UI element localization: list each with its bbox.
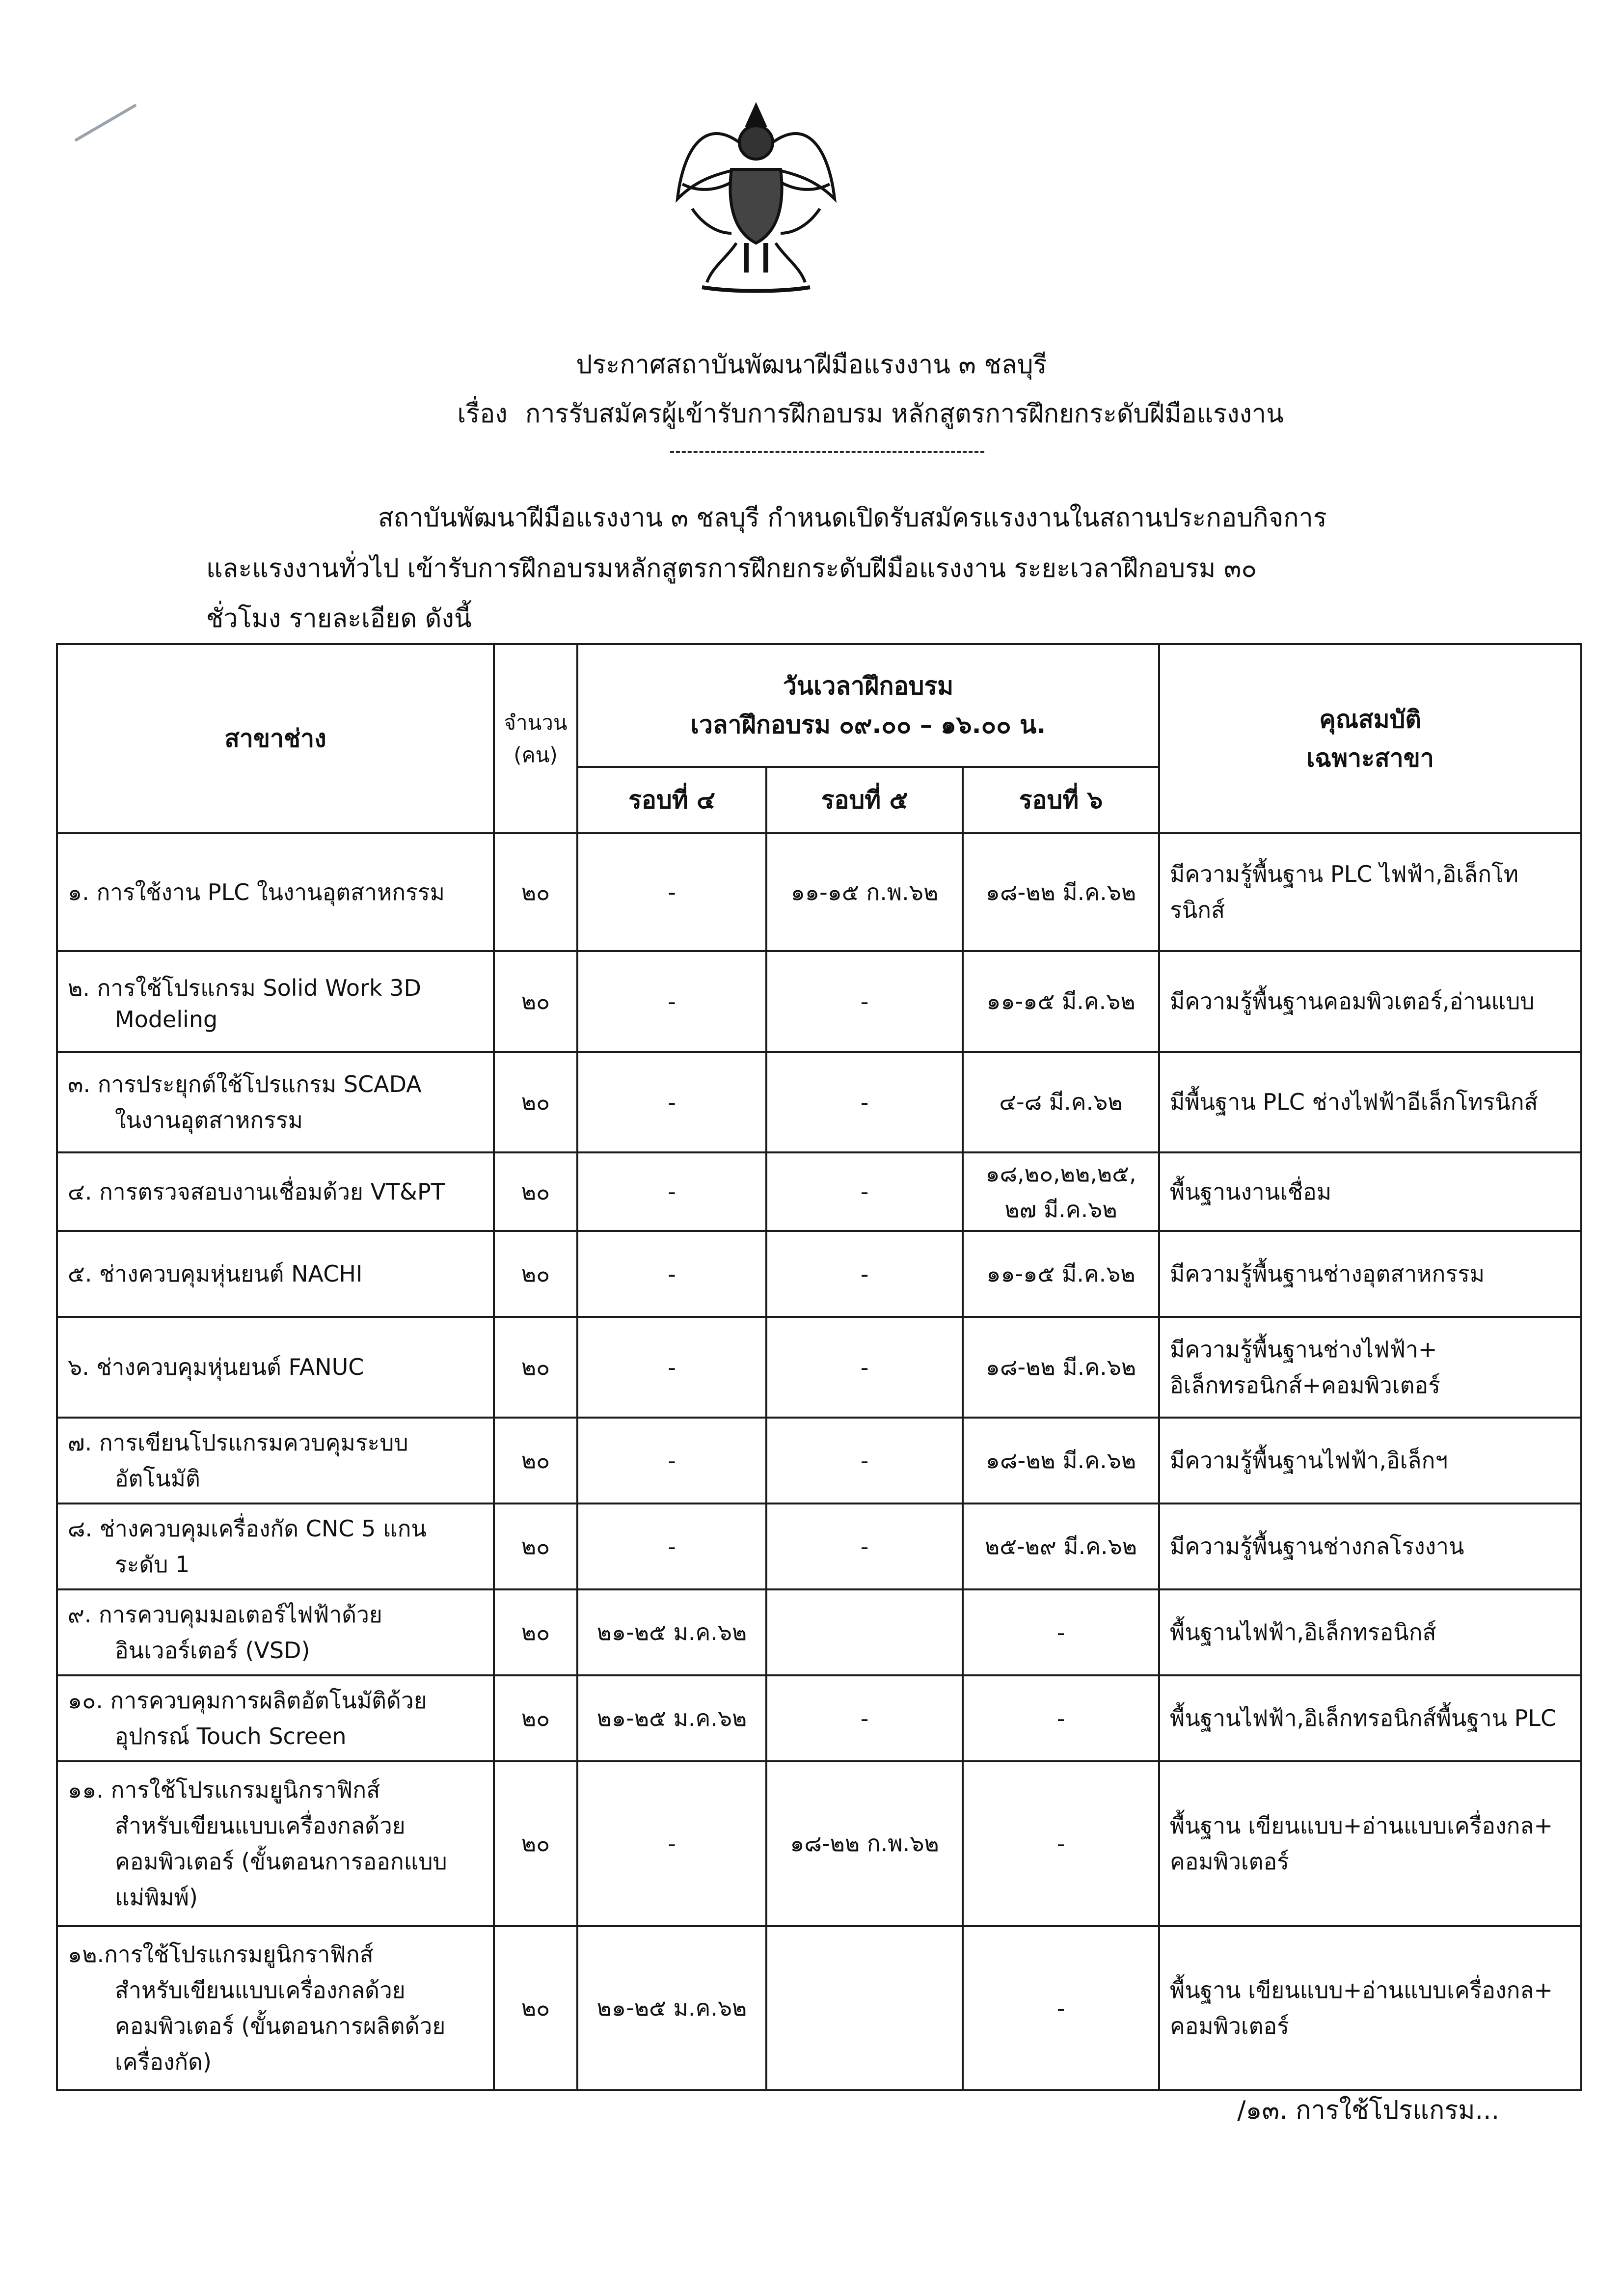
intro-line-1: สถาบันพัฒนาฝีมือแรงงาน ๓ ชลบุรี กำหนดเปิดรับสมัครแรงงานในสถานประกอบกิจการ <box>378 503 1327 533</box>
round-4-date: - <box>577 951 766 1052</box>
round-5-date: ๑๑-๑๕ ก.พ.๖๒ <box>766 833 963 951</box>
qualification: มีความรู้พื้นฐานไฟฟ้า,อิเล็กฯ <box>1159 1418 1581 1503</box>
round-6-date: ๑๘,๒๐,๒๒,๒๕, ๒๗ มี.ค.๖๒ <box>963 1152 1159 1231</box>
header-round-6: รอบที่ ๖ <box>963 767 1159 833</box>
participant-count: ๒๐ <box>494 951 577 1052</box>
garuda-emblem-icon <box>673 96 839 302</box>
qualification: มีพื้นฐาน PLC ช่างไฟฟ้าอีเล็กโทรนิกส์ <box>1159 1052 1581 1152</box>
header-branch: สาขาช่าง <box>57 644 494 833</box>
intro-line-3: ชั่วโมง รายละเอียด ดังนี้ <box>206 604 472 633</box>
qualification: มีความรู้พื้นฐานช่างกลโรงงาน <box>1159 1503 1581 1589</box>
course-name: ๖. ช่างควบคุมหุ่นยนต์ FANUC <box>57 1317 494 1418</box>
training-schedule-table <box>56 643 1582 2091</box>
course-name: ๒. การใช้โปรแกรม Solid Work 3D Modeling <box>57 951 494 1052</box>
round-6-date: ๑๑-๑๕ มี.ค.๖๒ <box>963 951 1159 1052</box>
round-6-date: ๑๘-๒๒ มี.ค.๖๒ <box>963 1418 1159 1503</box>
round-4-date: ๒๑-๒๕ ม.ค.๖๒ <box>577 1926 766 2090</box>
course-name: ๑๒.การใช้โปรแกรมยูนิกราฟิกส์ สำหรับเขียนแบบเครื่องกลด้วย คอมพิวเตอร์ (ขั้นตอนการผลิตด้วย เครื่องกัด) <box>57 1926 494 2090</box>
participant-count: ๒๐ <box>494 1926 577 2090</box>
header-qualification: คุณสมบัติ เฉพาะสาขา <box>1159 644 1581 833</box>
round-4-date: - <box>577 1317 766 1418</box>
round-4-date: - <box>577 1231 766 1317</box>
participant-count: ๒๐ <box>494 1052 577 1152</box>
round-4-date: ๒๑-๒๕ ม.ค.๖๒ <box>577 1589 766 1675</box>
round-4-date: - <box>577 833 766 951</box>
course-name: ๙. การควบคุมมอเตอร์ไฟฟ้าด้วย อินเวอร์เตอร์ (VSD) <box>57 1589 494 1675</box>
qualification: พื้นฐาน เขียนแบบ+อ่านแบบเครื่องกล+ คอมพิวเตอร์ <box>1159 1926 1581 2090</box>
course-name: ๘. ช่างควบคุมเครื่องกัด CNC 5 แกน ระดับ 1 <box>57 1503 494 1589</box>
round-4-date: - <box>577 1418 766 1503</box>
round-5-date: ๑๘-๒๒ ก.พ.๖๒ <box>766 1761 963 1926</box>
course-name: ๕. ช่างควบคุมหุ่นยนต์ NACHI <box>57 1231 494 1317</box>
round-5-date: - <box>766 1317 963 1418</box>
round-6-date: - <box>963 1589 1159 1675</box>
round-6-date: - <box>963 1675 1159 1761</box>
participant-count: ๒๐ <box>494 1152 577 1231</box>
qualification: พื้นฐานไฟฟ้า,อิเล็กทรอนิกส์ <box>1159 1589 1581 1675</box>
table-row <box>57 1052 1581 1152</box>
round-6-date: ๒๕-๒๙ มี.ค.๖๒ <box>963 1503 1159 1589</box>
participant-count: ๒๐ <box>494 1317 577 1418</box>
qualification: มีความรู้พื้นฐานคอมพิวเตอร์,อ่านแบบ <box>1159 951 1581 1052</box>
table-row <box>57 1317 1581 1418</box>
table-row <box>57 1418 1581 1503</box>
round-5-date: - <box>766 1231 963 1317</box>
round-6-date: ๑๑-๑๕ มี.ค.๖๒ <box>963 1231 1159 1317</box>
qualification: พื้นฐานไฟฟ้า,อิเล็กทรอนิกส์พื้นฐาน PLC <box>1159 1675 1581 1761</box>
header-round-5: รอบที่ ๕ <box>766 767 963 833</box>
round-4-date: ๒๑-๒๕ ม.ค.๖๒ <box>577 1675 766 1761</box>
participant-count: ๒๐ <box>494 1503 577 1589</box>
header-count: จำนวน (คน) <box>494 644 577 833</box>
table-row <box>57 1761 1581 1926</box>
round-5-date: - <box>766 951 963 1052</box>
table-row <box>57 833 1581 951</box>
round-4-date: - <box>577 1052 766 1152</box>
round-6-date: - <box>963 1926 1159 2090</box>
course-name: ๔. การตรวจสอบงานเชื่อมด้วย VT&PT <box>57 1152 494 1231</box>
round-6-date: - <box>963 1761 1159 1926</box>
participant-count: ๒๐ <box>494 1418 577 1503</box>
course-name: ๓. การประยุกต์ใช้โปรแกรม SCADA ในงานอุตสาหกรรม <box>57 1052 494 1152</box>
course-name: ๑๑. การใช้โปรแกรมยูนิกราฟิกส์ สำหรับเขียนแบบเครื่องกลด้วย คอมพิวเตอร์ (ขั้นตอนการออกแบบ แม่พิมพ์) <box>57 1761 494 1926</box>
intro-line-2: และแรงงานทั่วไป เข้ารับการฝึกอบรมหลักสูตรการฝึกยกระดับฝีมือแรงงาน ระยะเวลาฝึกอบรม ๓๐ <box>206 554 1257 583</box>
course-name: ๑๐. การควบคุมการผลิตอัตโนมัติด้วย อุปกรณ์ Touch Screen <box>57 1675 494 1761</box>
round-5-date: - <box>766 1052 963 1152</box>
participant-count: ๒๐ <box>494 1761 577 1926</box>
table-row <box>57 1152 1581 1231</box>
table-row <box>57 951 1581 1052</box>
participant-count: ๒๐ <box>494 1675 577 1761</box>
subject-text: การรับสมัครผู้เข้ารับการฝึกอบรม หลักสูตรการฝึกยกระดับฝีมือแรงงาน <box>525 399 1284 429</box>
announcement-title: ประกาศสถาบันพัฒนาฝีมือแรงงาน ๓ ชลบุรี <box>576 350 1047 380</box>
header-round-4: รอบที่ ๔ <box>577 767 766 833</box>
course-name: ๗. การเขียนโปรแกรมควบคุมระบบ อัตโนมัติ <box>57 1418 494 1503</box>
table-row <box>57 1231 1581 1317</box>
table-row <box>57 1926 1581 2090</box>
round-4-date: - <box>577 1761 766 1926</box>
participant-count: ๒๐ <box>494 1231 577 1317</box>
round-6-date: ๑๘-๒๒ มี.ค.๖๒ <box>963 1317 1159 1418</box>
table-row <box>57 1675 1581 1761</box>
qualification: พื้นฐานงานเชื่อม <box>1159 1152 1581 1231</box>
round-6-date: ๔-๘ มี.ค.๖๒ <box>963 1052 1159 1152</box>
header-schedule: วันเวลาฝึกอบรม เวลาฝึกอบรม ๐๙.๐๐ – ๑๖.๐๐ น. <box>577 644 1159 767</box>
round-5-date <box>766 1589 963 1675</box>
qualification: พื้นฐาน เขียนแบบ+อ่านแบบเครื่องกล+ คอมพิวเตอร์ <box>1159 1761 1581 1926</box>
round-4-date: - <box>577 1152 766 1231</box>
participant-count: ๒๐ <box>494 833 577 951</box>
participant-count: ๒๐ <box>494 1589 577 1675</box>
round-5-date: - <box>766 1152 963 1231</box>
continuation-note: /๑๓. การใช้โปรแกรม... <box>1237 2096 1500 2125</box>
table-row <box>57 1503 1581 1589</box>
separator-line <box>670 451 984 453</box>
round-6-date: ๑๘-๒๒ มี.ค.๖๒ <box>963 833 1159 951</box>
course-name: ๑. การใช้งาน PLC ในงานอุตสาหกรรม <box>57 833 494 951</box>
subject-label: เรื่อง <box>457 399 508 429</box>
round-4-date: - <box>577 1503 766 1589</box>
round-5-date: - <box>766 1418 963 1503</box>
qualification: มีความรู้พื้นฐาน PLC ไฟฟ้า,อิเล็กโทรนิกส์ <box>1159 833 1581 951</box>
qualification: มีความรู้พื้นฐานช่างอุตสาหกรรม <box>1159 1231 1581 1317</box>
table-row <box>57 1589 1581 1675</box>
announcement-subject <box>59 393 1623 434</box>
round-5-date: - <box>766 1675 963 1761</box>
round-5-date: - <box>766 1503 963 1589</box>
stray-pen-mark <box>74 101 137 145</box>
qualification: มีความรู้พื้นฐานช่างไฟฟ้า+ อิเล็กทรอนิกส์+คอมพิวเตอร์ <box>1159 1317 1581 1418</box>
round-5-date <box>766 1926 963 2090</box>
